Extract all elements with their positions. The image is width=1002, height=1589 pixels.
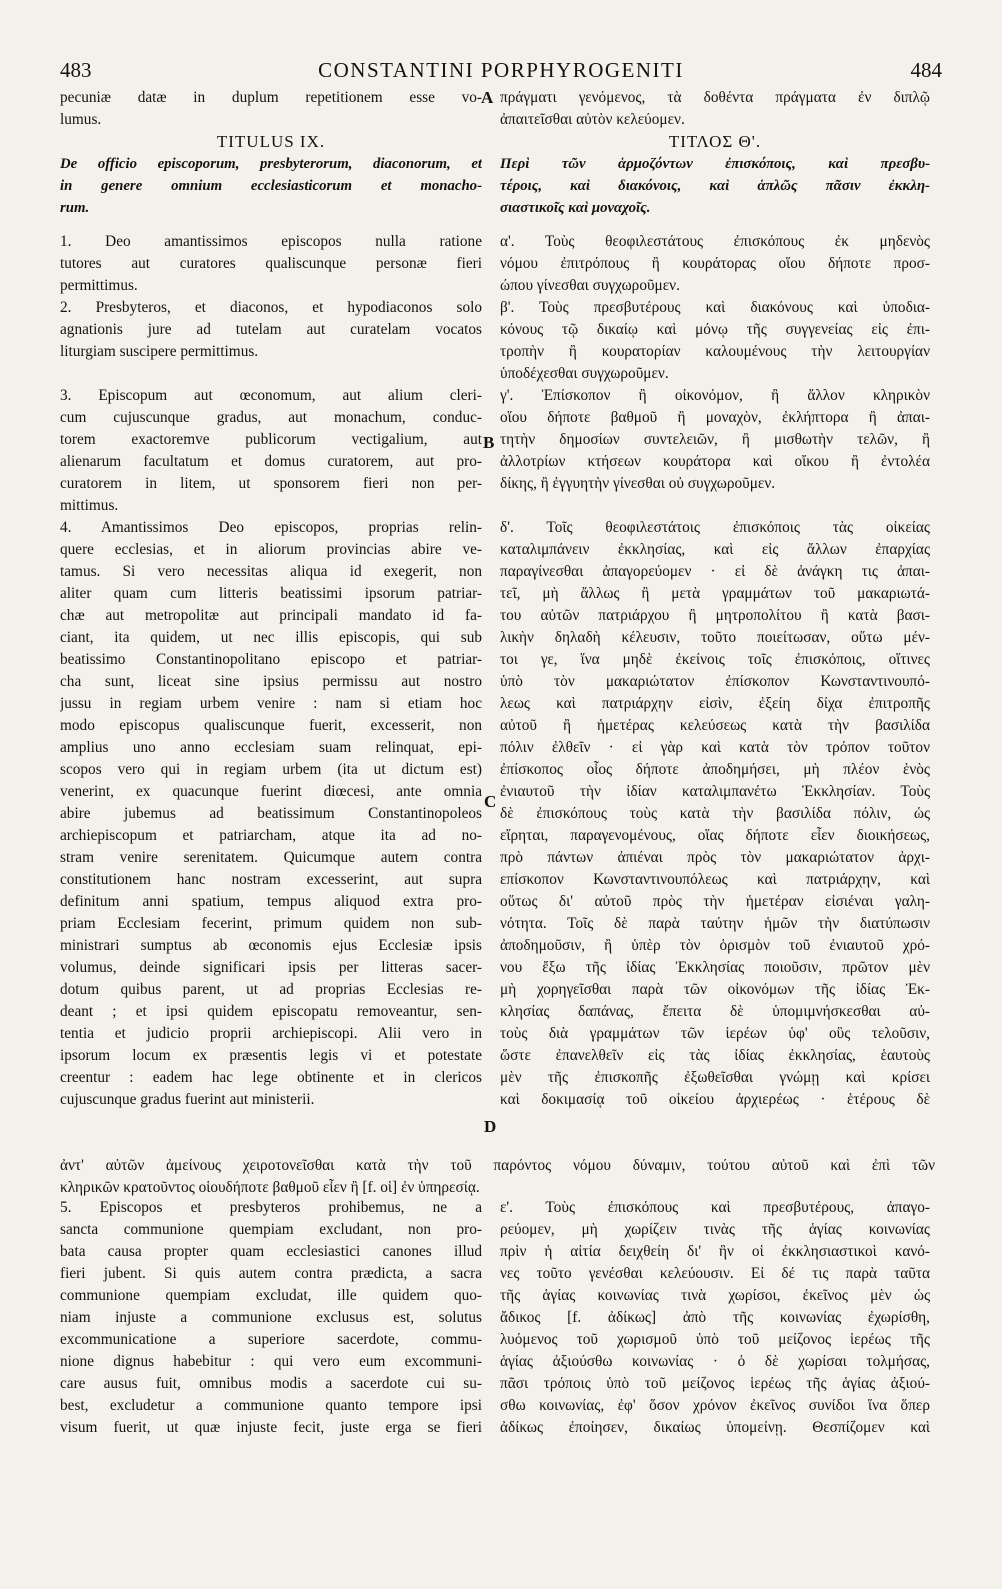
- latin-text-line: bata causa propter quam ecclesiastici canones illud: [60, 1243, 482, 1260]
- greek-text-line: ἄδικος [f. ἀδίκως] ἀπὸ τῆς κοινωνίας ἐχωρίσθη,: [500, 1309, 930, 1326]
- greek-text-line: ώπου γίνεσθαι συγχωροῦμεν.: [500, 277, 680, 294]
- latin-text-line: mittimus.: [60, 497, 119, 514]
- greek-text-line: λικὴν δηλαδὴ κέλευσιν, τοῦτο ποιείτωσαν, οὕτω μέν-: [500, 629, 930, 646]
- greek-text-line: δ'. Τοῖς θεοφιλεστάτοις ἐπισκόποις τὰς οἰκείας: [500, 519, 930, 536]
- greek-text-line: νόμου ἐπιτρόπους ἢ κουράτορας οἵου δήποτε προσ-: [500, 255, 930, 272]
- latin-text-line: 4. Amantissimos Deo episcopos, proprias relin-: [60, 519, 482, 536]
- greek-text-line: δὲ ἐπισκόπους τοὺς κατὰ τὴν βασιλίδα πόλιν, ὡς: [500, 805, 930, 822]
- greek-text-line: β'. Τοὺς πρεσβυτέρους καὶ διακόνους καὶ ὑποδια-: [500, 299, 930, 316]
- greek-text-line: σθω κοινωνίας, ἐφ' ὅσον χρόνον ἐκεῖνος συνίδοι ἵνα ὅπερ: [500, 1397, 930, 1414]
- greek-text-line: ἀποδημοῦσιν, ἢ ὑπὲρ τὸν ὁρισμὸν τοῦ ἐνιαυτοῦ χρό-: [500, 937, 930, 954]
- greek-text-line: ἀλλοτρίων κτήσεων κουράτορα καὶ οἴκου ἢ ἐντολέα: [500, 453, 930, 470]
- greek-text-line: ὑπὸ τὸν μακαριώτατον ἐπίσκοπον Κωνσταντινουπό-: [500, 673, 930, 690]
- greek-text-line: ἀπαιτεῖσθαι αὐτὸν κελεύομεν.: [500, 111, 685, 128]
- greek-text-line: γ'. Ἐπίσκοπον ἢ οἰκονόμον, ἢ ἄλλον κληρικὸν: [500, 387, 930, 404]
- latin-text-line: lumus.: [60, 111, 102, 128]
- greek-text-line: ἁγίας ἀξιούσθω κοινωνίας · ὁ δὲ χωρίσαι τολμήσας,: [500, 1353, 930, 1370]
- full-width-continuation: [60, 1155, 935, 1199]
- latin-text-line: sancta communione quempiam excludant, non pro-: [60, 1221, 482, 1238]
- greek-text-line: λυόμενος τοῦ χωρισμοῦ ὑπὸ τοῦ μείζονος ἱερέως τῆς: [500, 1331, 930, 1348]
- latin-text-line: agnationis jure ad tutelam aut curatelam vocatos: [60, 321, 482, 338]
- margin-letter-c: C: [484, 792, 497, 811]
- greek-column-upper: [500, 87, 930, 1111]
- latin-text-line: communione quempiam excludat, ille quidem quo-: [60, 1287, 482, 1304]
- latin-text-line: 5. Episcopos et presbyteros prohibemus, ne a: [60, 1199, 482, 1216]
- greek-text-line: οἵου δήποτε βαθμοῦ ἢ μοναχὸν, ἐκλήπτορα ἢ ἀπαι-: [500, 409, 930, 426]
- greek-text-line: λεως καὶ πατριάρχην εἰσὶν, ἐξείη δίχα ἐπιτροπῆς: [500, 695, 930, 712]
- paragraph-spacer: [500, 219, 930, 231]
- latin-text-line: tentia et judicio proprii archiepiscopi. Alii vero in: [60, 1025, 482, 1042]
- greek-text-line: ρεύομεν, μὴ χωρίζειν τινὰς τῆς ἁγίας κοινωνίας: [500, 1221, 930, 1238]
- greek-text-line: πρὶν ἡ αἰτία δειχθείη δι' ἣν οἱ ἐκκλησιαστικοὶ κανό-: [500, 1243, 930, 1260]
- latin-text-line: 3. Episcopum aut œconomum, aut alium cleri-: [60, 387, 482, 404]
- latin-text-line: jussu in regiam urbem venire : nam si etiam hoc: [60, 695, 482, 712]
- margin-letter-d: D: [484, 1117, 497, 1136]
- latin-text-line: care ausus fuit, omnibus modis a sacerdote cui su-: [60, 1375, 482, 1392]
- greek-text-line: ε'. Τοὺς ἐπισκόπους καὶ πρεσβυτέρους, ἀπαγο-: [500, 1199, 930, 1216]
- right-page-number: 484: [910, 58, 942, 82]
- greek-text-line: ἐνιαυτοῦ τὴν ἰδίαν καταλιμπανέτω Ἐκκλησίαν. Τοὺς: [500, 783, 930, 800]
- full-width-line: ἀντ' αὐτῶν ἀμείνους χειροτονεῖσθαι κατὰ τὴν τοῦ παρόντος νόμου δύναμιν, τούτου αὐτοῦ καὶ ἐπὶ τῶν: [60, 1157, 935, 1174]
- latin-text-line: tutores aut curatores qualiscunque personæ fieri: [60, 255, 482, 272]
- paragraph-spacer: [60, 363, 482, 385]
- greek-text-line: α'. Τοὺς θεοφιλεστάτους ἐπισκόπους ἐκ μηδενὸς: [500, 233, 930, 250]
- greek-text-line: παραγίνεσθαι ἀπαγορεύομεν · εἰ δὲ ἀνάγκη τις ἀπαι-: [500, 563, 930, 580]
- greek-column-lower: [500, 1197, 930, 1439]
- greek-text-line: νες τοῦτο γενέσθαι κελεύουσιν. Εἰ δέ τις παρὰ ταῦτα: [500, 1265, 930, 1282]
- latin-text-line: quere ecclesias, et in aliorum provincias abire ve-: [60, 541, 482, 558]
- latin-text-line: excommunicatione a superiore sacerdote, commu-: [60, 1331, 482, 1348]
- greek-text-line: αὐτοῦ ἢ ἡμετέρας κελεύσεως κατὰ τὴν βασιλίδα: [500, 717, 930, 734]
- section-title: TITULUS IX.: [216, 132, 326, 151]
- latin-text-line: 1. Deo amantissimos episcopos nulla ratione: [60, 233, 482, 250]
- latin-text-line: modo episcopus qualiscunque fuerit, excesserit, non: [60, 717, 482, 734]
- greek-text-line: ἀδίκως ἐποίησεν, δικαίως ὑπομείνῃ. Θεσπίζομεν καὶ: [500, 1419, 930, 1436]
- greek-text-line: τοὺς διὰ γραμμάτων τῶν ἱερέων ὑφ' οὓς τελοῦσιν,: [500, 1025, 930, 1042]
- greek-text-line: κλησίας δαπάνας, ἔπειτα δὲ ὑπομιμνήσκεσθαι αὐ-: [500, 1003, 930, 1020]
- greek-text-line: καταλιμπάνειν ἐκκλησίας, καὶ εἰς ἄλλων ἐπαρχίας: [500, 541, 930, 558]
- running-header: [60, 58, 942, 86]
- latin-column-lower: [60, 1197, 482, 1439]
- greek-text-line: οὕτως δι' αὐτοῦ πρὸς τὴν ἡμετέραν εἰσιέναι γαλη-: [500, 893, 930, 910]
- paragraph-spacer: [60, 219, 482, 231]
- greek-text-line: νότητα. Τοῖς δὲ παρὰ ταύτην ἡμῶν τὴν διατύπωσιν: [500, 915, 930, 932]
- section-subtitle-line: σιαστικοῖς καὶ μοναχοῖς.: [500, 200, 651, 216]
- paragraph-spacer: [500, 495, 930, 517]
- greek-text-line: ἐπίσκοπος οἷος δήποτε ἀποδημήσει, μὴ πλέον ἑνὸς: [500, 761, 930, 778]
- greek-text-line: μὲν τῆς ἐπισκοπῆς ἐξωθεῖσθαι γνώμῃ καὶ κρίσει: [500, 1069, 930, 1086]
- latin-text-line: fieri jubent. Si quis autem contra prædicta, a sacra: [60, 1265, 482, 1282]
- latin-text-line: ciant, ita quidem, ut nec illis episcopis, qui sub: [60, 629, 482, 646]
- latin-text-line: liturgiam suscipere permittimus.: [60, 343, 259, 360]
- latin-text-line: amplius uno anno ecclesiam suam relinquat, epi-: [60, 739, 482, 756]
- latin-text-line: creentur : eadem hac lege obtinente et in clericos: [60, 1069, 482, 1086]
- greek-text-line: πράγματι γενόμενος, τὰ δοθέντα πράγματα ἐν διπλῷ: [500, 89, 930, 106]
- greek-text-line: πᾶσι τρόποις ὑπὸ τοῦ μείζονος ἱερέως τῆς ἁγίας ἀξιού-: [500, 1375, 930, 1392]
- latin-text-line: torem exactoremve publicorum vectigalium, aut: [60, 431, 482, 448]
- latin-text-line: cha sunt, liceat sine ipsius permissu aut nostro: [60, 673, 482, 690]
- latin-text-line: alienarum facultatum et domus curatorem, aut pro-: [60, 453, 482, 470]
- latin-text-line: ipsorum locum ex præsentis legis vi et potestate: [60, 1047, 482, 1064]
- greek-text-line: κόνους τῷ δικαίῳ καὶ μόνῳ τῆς συγγενείας εἰς ἐπι-: [500, 321, 930, 338]
- latin-text-line: definitum anni spatium, tempus aliquod extra pro-: [60, 893, 482, 910]
- latin-text-line: deant ; et ipsi quidem episcopatu removeantur, sen-: [60, 1003, 482, 1020]
- greek-text-line: καὶ δοκιμασίᾳ τοῦ οἰκείου ἀρχιερέως · ἑτέρους δὲ: [500, 1091, 930, 1108]
- latin-text-line: scopos vero qui in regiam urbem (ita ut dictum est): [60, 761, 482, 778]
- section-title: ΤΙΤΛΟΣ Θ'.: [668, 132, 762, 151]
- section-subtitle-line: De officio episcoporum, presbyterorum, diaconorum, et: [60, 156, 482, 172]
- latin-column-upper: [60, 87, 482, 1111]
- greek-text-line: νου ἔξω τῆς ἰδίας Ἐκκλησίας ποιοῦσιν, πρῶτον μὲν: [500, 959, 930, 976]
- section-subtitle-line: in genere omnium ecclesiasticorum et monacho-: [60, 178, 482, 194]
- margin-letter-a: A: [481, 88, 494, 107]
- margin-letter-b: B: [483, 433, 495, 452]
- running-title: CONSTANTINI PORPHYROGENITI: [318, 58, 684, 82]
- greek-text-line: πόλιν ἐλθεῖν · εἰ γὰρ καὶ κατὰ τὸν τρόπον τοῦτον: [500, 739, 930, 756]
- full-width-line: κληρικῶν κρατοῦντος οἱουδήποτε βαθμοῦ εἶεν ἢ [f. οἱ] ἐν ὑπηρεσίᾳ.: [60, 1179, 480, 1196]
- latin-text-line: venerint, ex quacunque fuerint diœcesi, ante omnia: [60, 783, 482, 800]
- greek-text-line: πρὸ πάντων ἀπιέναι πρὸς τὸν μακαριώτατον ἀρχι-: [500, 849, 930, 866]
- greek-text-line: επίσκοπον Κωνσταντινουπόλεως καὶ πατριάρχην, καὶ: [500, 871, 930, 888]
- section-subtitle-line: Περὶ τῶν ἁρμοζόντων ἐπισκόποις, καὶ πρεσβυ-: [500, 156, 930, 172]
- section-subtitle-line: τέροις, καὶ διακόνοις, καὶ ἁπλῶς πᾶσιν ἐκκλη-: [500, 178, 930, 194]
- greek-text-line: δίκης, ἢ ἐγγυητὴν γίνεσθαι οὐ συγχωροῦμεν.: [500, 475, 776, 492]
- section-subtitle-line: rum.: [60, 200, 90, 216]
- latin-text-line: ministrari sumptus ab œconomis ejus Ecclesiæ ipsis: [60, 937, 482, 954]
- latin-text-line: tamus. Si vero necessitas aliqua id exegerit, non: [60, 563, 482, 580]
- greek-text-line: μὴ χορηγεῖσθαι παρὰ τῶν οἰκονόμων τῆς ἰδίας Ἐκ-: [500, 981, 930, 998]
- latin-text-line: pecuniæ datæ in duplum repetitionem esse vo-: [60, 89, 482, 106]
- greek-text-line: ὑποδέχεσθαι συγχωροῦμεν.: [500, 365, 669, 382]
- latin-text-line: best, excludetur a communione quanto tempore ipsi: [60, 1397, 482, 1414]
- left-page-number: 483: [60, 58, 92, 82]
- latin-text-line: chæ aut metropolitæ aut principali mandato id fa-: [60, 607, 482, 624]
- latin-text-line: visum fuerit, ut quæ injuste fecit, juste erga se fieri: [60, 1419, 482, 1436]
- latin-text-line: cum cujuscunque gradus, aut monachum, conduc-: [60, 409, 482, 426]
- latin-text-line: beatissimo Constantinopolitano episcopo et patriar-: [60, 651, 482, 668]
- latin-text-line: abire jubemus ad beatissimum Constantinopoleos: [60, 805, 482, 822]
- latin-text-line: niam injuste a communione exclusus est, solutus: [60, 1309, 482, 1326]
- latin-text-line: priam Ecclesiam fecerint, primum quidem non sub-: [60, 915, 482, 932]
- greek-text-line: τῆς ἁγίας κοινωνίας τινὰ χωρίσοι, ἐκεῖνος μὲν ὡς: [500, 1287, 930, 1304]
- greek-text-line: ὥστε ἐπανελθεῖν εἰς τὰς ἰδίας ἐκκλησίας, ἑαυτοὺς: [500, 1047, 930, 1064]
- latin-text-line: 2. Presbyteros, et diaconos, et hypodiaconos solo: [60, 299, 482, 316]
- latin-text-line: cujuscunque gradus fuerint aut ministerii.: [60, 1091, 315, 1108]
- latin-text-line: archiepiscopum et patriarcham, atque ita ad no-: [60, 827, 482, 844]
- latin-text-line: stram venire serenitatem. Quicumque autem contra: [60, 849, 482, 866]
- latin-text-line: nione dignus habebitur : qui vero eum excommuni-: [60, 1353, 482, 1370]
- latin-text-line: constitutionem hanc nostram excesserint, aut supra: [60, 871, 482, 888]
- latin-text-line: volumus, deinde significari ipsis per litteras sacer-: [60, 959, 482, 976]
- greek-text-line: τεῖ, μὴ ἄλλως ἢ μετὰ γραμμάτων τοῦ μακαριωτά-: [500, 585, 930, 602]
- greek-text-line: τοι γε, ἵνα μηδὲ ἐκείνοις τοῖς ἐπισκόποις, οἵτινες: [500, 651, 930, 668]
- latin-text-line: dotum quibus parent, ut ad proprias Ecclesias re-: [60, 981, 482, 998]
- greek-text-line: του αὐτῶν πατριάρχου ἢ μητροπολίτου ἢ κατὰ βασι-: [500, 607, 930, 624]
- latin-text-line: aliter quam cum litteris beatissimi ipsorum patriar-: [60, 585, 482, 602]
- greek-text-line: εἴρηται, παραγενομένους, οἵας δήποτε εἶεν διοικήσεως,: [500, 827, 930, 844]
- latin-text-line: curatorem in litem, ut sponsorem fieri non per-: [60, 475, 482, 492]
- greek-text-line: τροπὴν ἢ κουρατορίαν καλουμένους τὴν λειτουργίαν: [500, 343, 930, 360]
- greek-text-line: τητὴν δημοσίων συντελειῶν, ἢ μισθωτὴν τελῶν, ἢ: [500, 431, 930, 448]
- latin-text-line: permittimus.: [60, 277, 138, 294]
